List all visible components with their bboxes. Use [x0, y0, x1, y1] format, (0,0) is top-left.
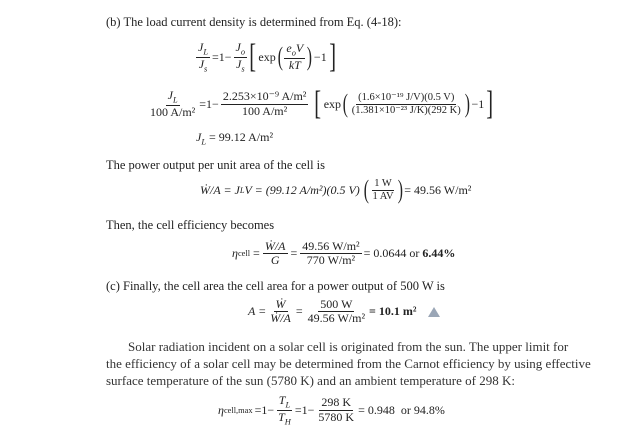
equation-carnot-efficiency: η cell,max =1− $\frac{T_L}{T_H}$ =1− $\frac{298 K}{5780 K}$ = 0.948 or 94.8% [218, 393, 445, 426]
jl-over-js-fraction: $\frac{J_L}{J_s}$ [198, 39, 208, 73]
jl-over-100-fraction: $\frac{J_L}{\text{100 A/m²}}$ [150, 88, 196, 119]
saturation-ratio-fraction: $\frac{\text{2.253×10⁻⁹ A/m²}}{\text{100 A/m²}}$ [222, 89, 307, 118]
efficiency-intro: Then, the cell efficiency becomes [106, 218, 275, 232]
carnot-paragraph: Solar radiation incident on a solar cell is originated from the sun. The upper limit for the efficiency of a solar cell may be determined from the Carnot efficiency by using effective surface temperature of the sun (5780 K) and an ambient temperature of 298 K: [106, 339, 591, 388]
temperature-ratio-fraction: $\frac{298 K}{5780 K}$ [318, 395, 355, 424]
part-b-intro: (b) The load current density is determined from Eq. (4-18): [106, 15, 402, 29]
efficiency-numeric-fraction: $\frac{\text{49.56 W/m²}}{\text{770 W/m²}}$ [302, 239, 360, 268]
jo-over-js-fraction: $\frac{J_o}{J_s}$ [235, 39, 246, 73]
area-symbolic-fraction: $\frac{\text{Ẇ}}{\text{Ẇ/A}}$ [270, 297, 291, 326]
area-numeric-fraction: $\frac{500 W}{\text{49.56 W/m²}}$ [307, 297, 366, 326]
equation-load-current-result: $J_L = 99.12$ A/m² [196, 130, 274, 147]
tl-over-th-fraction: $\frac{T_L}{T_H}$ [278, 393, 291, 426]
power-over-irradiance-fraction: $\frac{\text{Ẇ/A}}{G}$ [264, 239, 286, 268]
unit-conversion-fraction: $\frac{1 W}{1 AV}$ [372, 177, 394, 202]
exp-argument-fraction: $\frac{e_oV}{kT}$ [286, 41, 304, 72]
equation-power-output: Ẇ/A = J L V = (99.12 A/m²)(0.5 V) ( $\frac{1 W}{1 AV}$ ) = 49.56 W/m² [200, 175, 472, 204]
equation-cell-efficiency: η cell = $\frac{\text{Ẇ/A}}{G}$ = $\frac{\text{49.56 W/m²}}{\text{770 W/m²}}$ = 0.0644 or 6.44% [232, 239, 456, 268]
equation-load-current-numeric: $\frac{J_L}{\text{100 A/m²}}$ =1− $\frac{\text{2.253×10⁻⁹ A/m²}}{\text{100 A/m²}}$ [ exp ( $\frac{\text{(1.6×10⁻¹⁹ J/V)(0.5 V)}}{\text{(1.381×10⁻²³ J/K)(292 K)}}$ ) −1 ] [150, 85, 494, 122]
equation-load-current-general: $\frac{J_L}{J_s}$ =1− $\frac{J_o}{J_s}$ [ exp ( $\frac{e_oV}{kT}$ ) −1 ] [198, 38, 336, 75]
exp-numeric-argument-fraction: $\frac{\text{(1.6×10⁻¹⁹ J/V)(0.5 V)}}{\text{(1.381×10⁻²³ J/K)(292 K)}}$ [351, 91, 461, 116]
end-of-example-triangle-icon [428, 307, 440, 317]
part-c-intro: (c) Finally, the cell area the cell area for a power output of 500 W is [106, 279, 445, 293]
power-intro: The power output per unit area of the cell is [106, 158, 326, 172]
equation-cell-area: A = $\frac{\text{Ẇ}}{\text{Ẇ/A}}$ = $\frac{500 W}{\text{49.56 W/m²}}$ = 10.1 m² [248, 298, 440, 325]
